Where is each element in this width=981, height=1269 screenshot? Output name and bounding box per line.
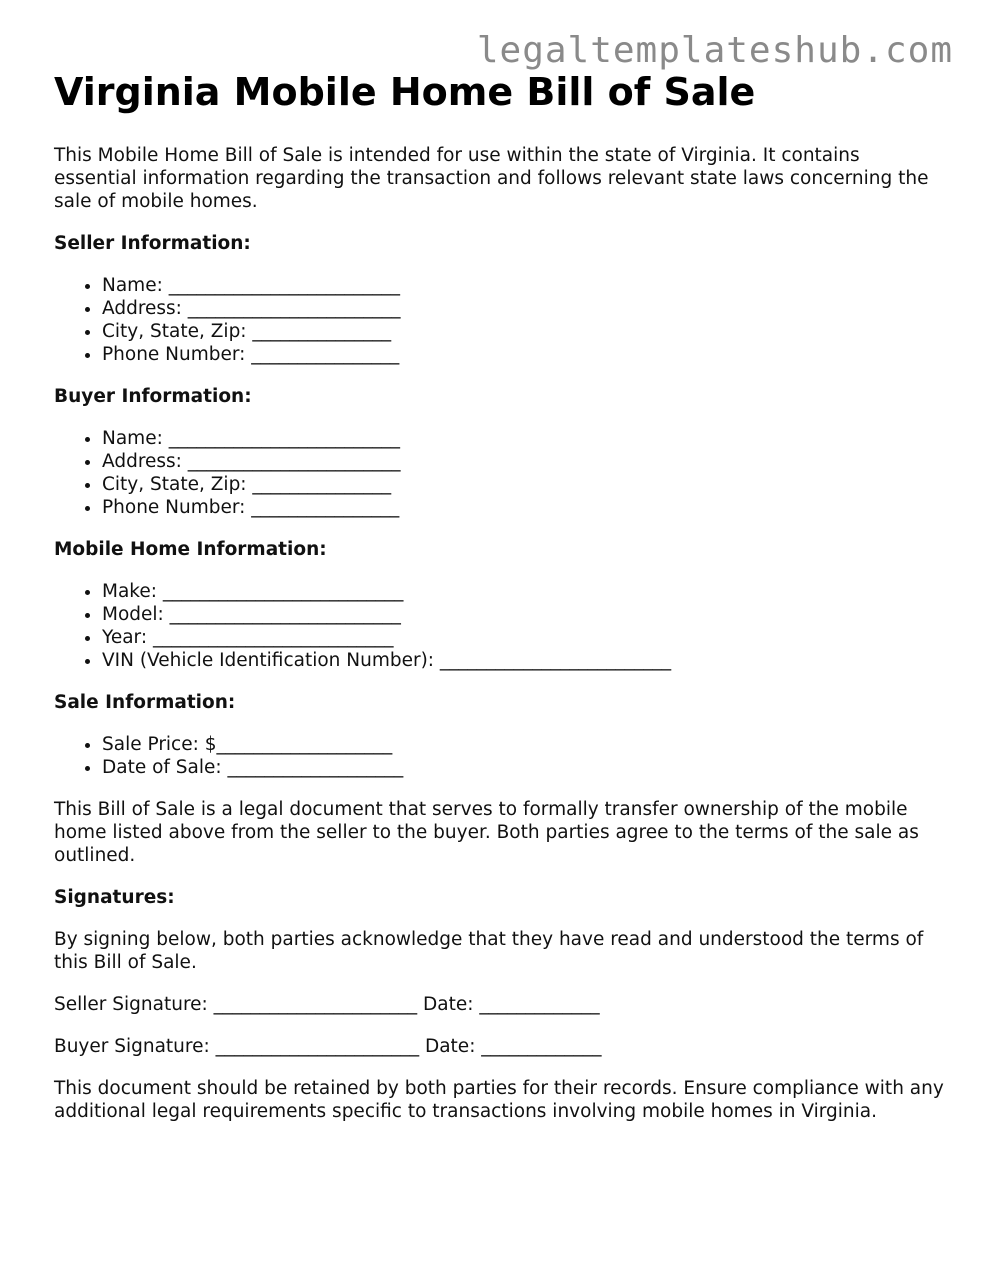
buyer-phone-field: • Phone Number: ________________ bbox=[102, 496, 944, 519]
sale-heading: Sale Information: bbox=[54, 692, 236, 713]
closing-paragraph: This document should be retained by both parties for their records. Ensure compliance with any additional legal requirements specific to transactions involving mobile homes in Virginia. bbox=[54, 1078, 944, 1122]
sale-list bbox=[54, 733, 944, 779]
buyer-list bbox=[54, 427, 944, 519]
buyer-signature-line: Buyer Signature: ______________________ Date: _____________ bbox=[54, 1036, 602, 1057]
document-title: Virginia Mobile Home Bill of Sale bbox=[54, 70, 756, 114]
signatures-paragraph: By signing below, both parties acknowledge that they have read and understood the terms of this Bill of Sale. bbox=[54, 929, 924, 973]
vin-field: • VIN (Vehicle Identification Number): _________________________ bbox=[102, 649, 944, 672]
sale-date-field: • Date of Sale: ___________________ bbox=[102, 756, 944, 779]
signatures-heading: Signatures: bbox=[54, 887, 175, 908]
mobile-home-list bbox=[54, 580, 944, 672]
watermark: legaltemplateshub.com bbox=[476, 30, 953, 71]
seller-city-field: • City, State, Zip: _______________ bbox=[102, 320, 944, 343]
seller-name-field: • Name: _________________________ bbox=[102, 274, 944, 297]
make-field: • Make: __________________________ bbox=[102, 580, 944, 603]
mobile-home-heading: Mobile Home Information: bbox=[54, 539, 327, 560]
seller-phone-field: • Phone Number: ________________ bbox=[102, 343, 944, 366]
seller-signature-line: Seller Signature: ______________________ Date: _____________ bbox=[54, 994, 600, 1015]
buyer-city-field: • City, State, Zip: _______________ bbox=[102, 473, 944, 496]
seller-list bbox=[54, 274, 944, 366]
year-field: • Year: __________________________ bbox=[102, 626, 944, 649]
buyer-address-field: • Address: _______________________ bbox=[102, 450, 944, 473]
seller-heading: Seller Information: bbox=[54, 233, 251, 254]
buyer-heading: Buyer Information: bbox=[54, 386, 252, 407]
seller-address-field: • Address: _______________________ bbox=[102, 297, 944, 320]
sale-price-field: • Sale Price: $___________________ bbox=[102, 733, 944, 756]
model-field: • Model: _________________________ bbox=[102, 603, 944, 626]
intro-paragraph: This Mobile Home Bill of Sale is intended for use within the state of Virginia. It contains essential information regarding the transaction and follows relevant state laws concerning the sale of mobile homes. bbox=[54, 145, 929, 212]
buyer-name-field: • Name: _________________________ bbox=[102, 427, 944, 450]
document-page bbox=[54, 68, 944, 1142]
transfer-paragraph: This Bill of Sale is a legal document that serves to formally transfer ownership of the mobile home listed above from the seller to the buyer. Both parties agree to the terms of the sale as outlined. bbox=[54, 799, 919, 866]
